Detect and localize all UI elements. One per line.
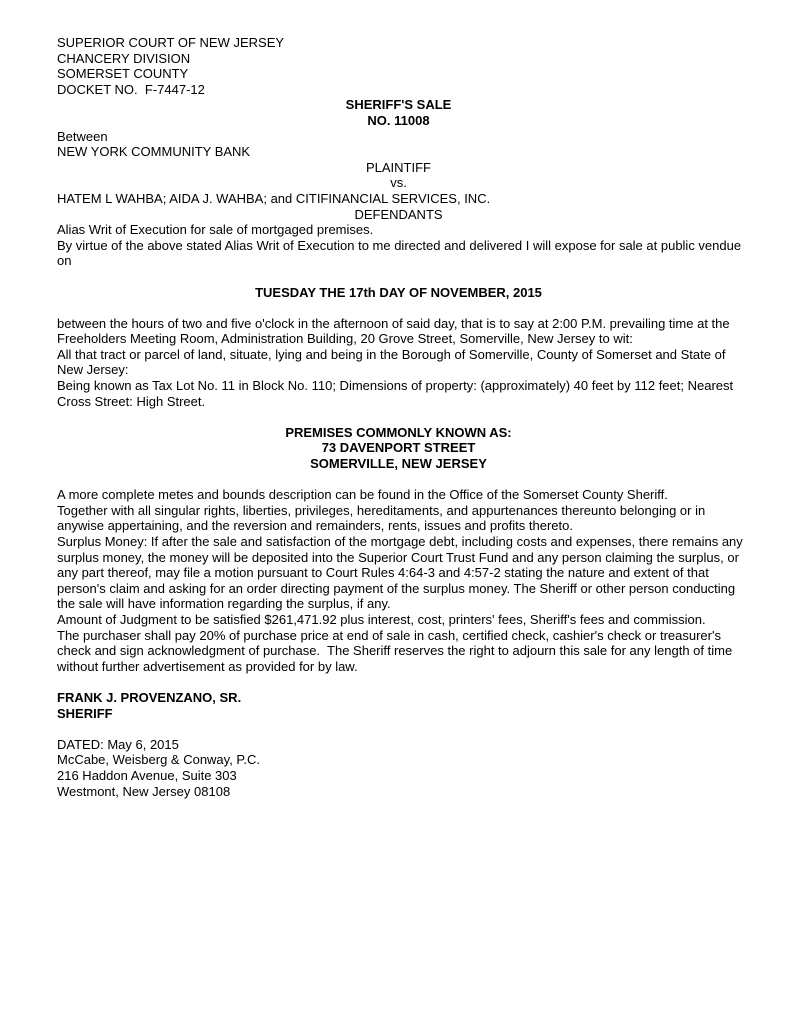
text-line: any part thereof, may file a motion pursuant to Court Rules 4:64-3 and 4:57-2 stating the nature and extent of that bbox=[57, 565, 709, 581]
text-line: DATED: May 6, 2015 bbox=[57, 736, 179, 752]
blank-line bbox=[57, 674, 740, 690]
text-line: SOMERVILLE, NEW JERSEY bbox=[310, 456, 487, 472]
text-line: SOMERSET COUNTY bbox=[57, 66, 189, 82]
text-line: Surplus Money: If after the sale and satisfaction of the mortgage debt, including costs and expenses, there remains any bbox=[57, 534, 743, 549]
text-line: the sale will have information regarding the surplus, if any. bbox=[57, 596, 391, 612]
text-line: NEW YORK COMMUNITY BANK bbox=[57, 144, 251, 160]
blank-line bbox=[57, 409, 740, 425]
text-line: Between bbox=[57, 128, 108, 144]
text-line: Amount of Judgment to be satisfied $261,471.92 plus interest, cost, printers' fees, Sheriff's fees and commission. bbox=[57, 611, 706, 627]
text-line: vs. bbox=[390, 175, 407, 191]
blank-line bbox=[57, 269, 740, 285]
document-lines bbox=[57, 35, 743, 799]
text-line: person's claim and asking for an order directing payment of the surplus money. The Sheriff or other person conducting bbox=[57, 580, 736, 596]
text-line: PLAINTIFF bbox=[365, 159, 431, 175]
text-line: Cross Street: High Street. bbox=[57, 393, 206, 409]
text-line: All that tract or parcel of land, situate, lying and being in the Borough of Somerville, County of Somerset and State of bbox=[57, 346, 726, 362]
text-line: FRANK J. PROVENZANO, SR. bbox=[57, 689, 242, 705]
text-line: McCabe, Weisberg & Conway, P.C. bbox=[57, 752, 261, 768]
text-line: SUPERIOR COURT OF NEW JERSEY bbox=[57, 35, 285, 50]
blank-line bbox=[57, 721, 740, 737]
text-line: SHERIFF bbox=[57, 705, 113, 721]
text-line: PREMISES COMMONLY KNOWN AS: bbox=[285, 424, 512, 440]
blank-line bbox=[57, 472, 740, 488]
text-line: Westmont, New Jersey 08108 bbox=[57, 783, 231, 799]
text-line: NO. 11008 bbox=[367, 112, 430, 128]
text-line: surplus money, the money will be deposited into the Superior Court Trust Fund and any person claiming the surplus, or bbox=[57, 549, 739, 565]
text-line: 216 Haddon Avenue, Suite 303 bbox=[57, 767, 237, 783]
text-line: DEFENDANTS bbox=[354, 206, 443, 222]
text-line: DOCKET NO. F-7447-12 bbox=[57, 81, 205, 97]
text-line: By virtue of the above stated Alias Writ of Execution to me directed and delivered I will expose for sale at public vendue bbox=[57, 237, 742, 253]
text-line: CHANCERY DIVISION bbox=[57, 50, 191, 66]
text-line: Freeholders Meeting Room, Administration Building, 20 Grove Street, Somerville, New Jersey to wit: bbox=[57, 331, 633, 347]
text-line: The purchaser shall pay 20% of purchase price at end of sale in cash, certified check, cashier's check or treasurer's bbox=[57, 627, 721, 643]
text-line: on bbox=[57, 253, 72, 269]
text-line: New Jersey: bbox=[57, 362, 129, 378]
text-line: 73 DAVENPORT STREET bbox=[321, 440, 476, 456]
text-line: A more complete metes and bounds description can be found in the Office of the Somerset County Sheriff. bbox=[57, 487, 668, 503]
text-line: without further advertisement as provided for by law. bbox=[57, 658, 358, 674]
text-line: check and sign acknowledgment of purchase. The Sheriff reserves the right to adjourn this sale for any length of time bbox=[57, 643, 733, 659]
text-line: Being known as Tax Lot No. 11 in Block No. 110; Dimensions of property: (approximately) 40 feet by 112 feet; Nearest bbox=[57, 378, 734, 394]
text-line: HATEM L WAHBA; AIDA J. WAHBA; and CITIFINANCIAL SERVICES, INC. bbox=[57, 190, 491, 206]
text-line: SHERIFF'S SALE bbox=[345, 97, 452, 113]
text-line: between the hours of two and five o'clock in the afternoon of said day, that is to say at 2:00 P.M. prevailing time at the bbox=[57, 315, 730, 331]
text-line: Together with all singular rights, liberties, privileges, hereditaments, and appurtenances thereunto belonging or in bbox=[57, 502, 706, 518]
text-line: Alias Writ of Execution for sale of mortgaged premises. bbox=[57, 222, 374, 238]
text-line: anywise appertaining, and the reversion and remainders, rents, issues and profits thereto. bbox=[57, 518, 573, 534]
blank-line bbox=[57, 300, 740, 316]
text-line: TUESDAY THE 17th DAY OF NOVEMBER, 2015 bbox=[255, 284, 542, 300]
